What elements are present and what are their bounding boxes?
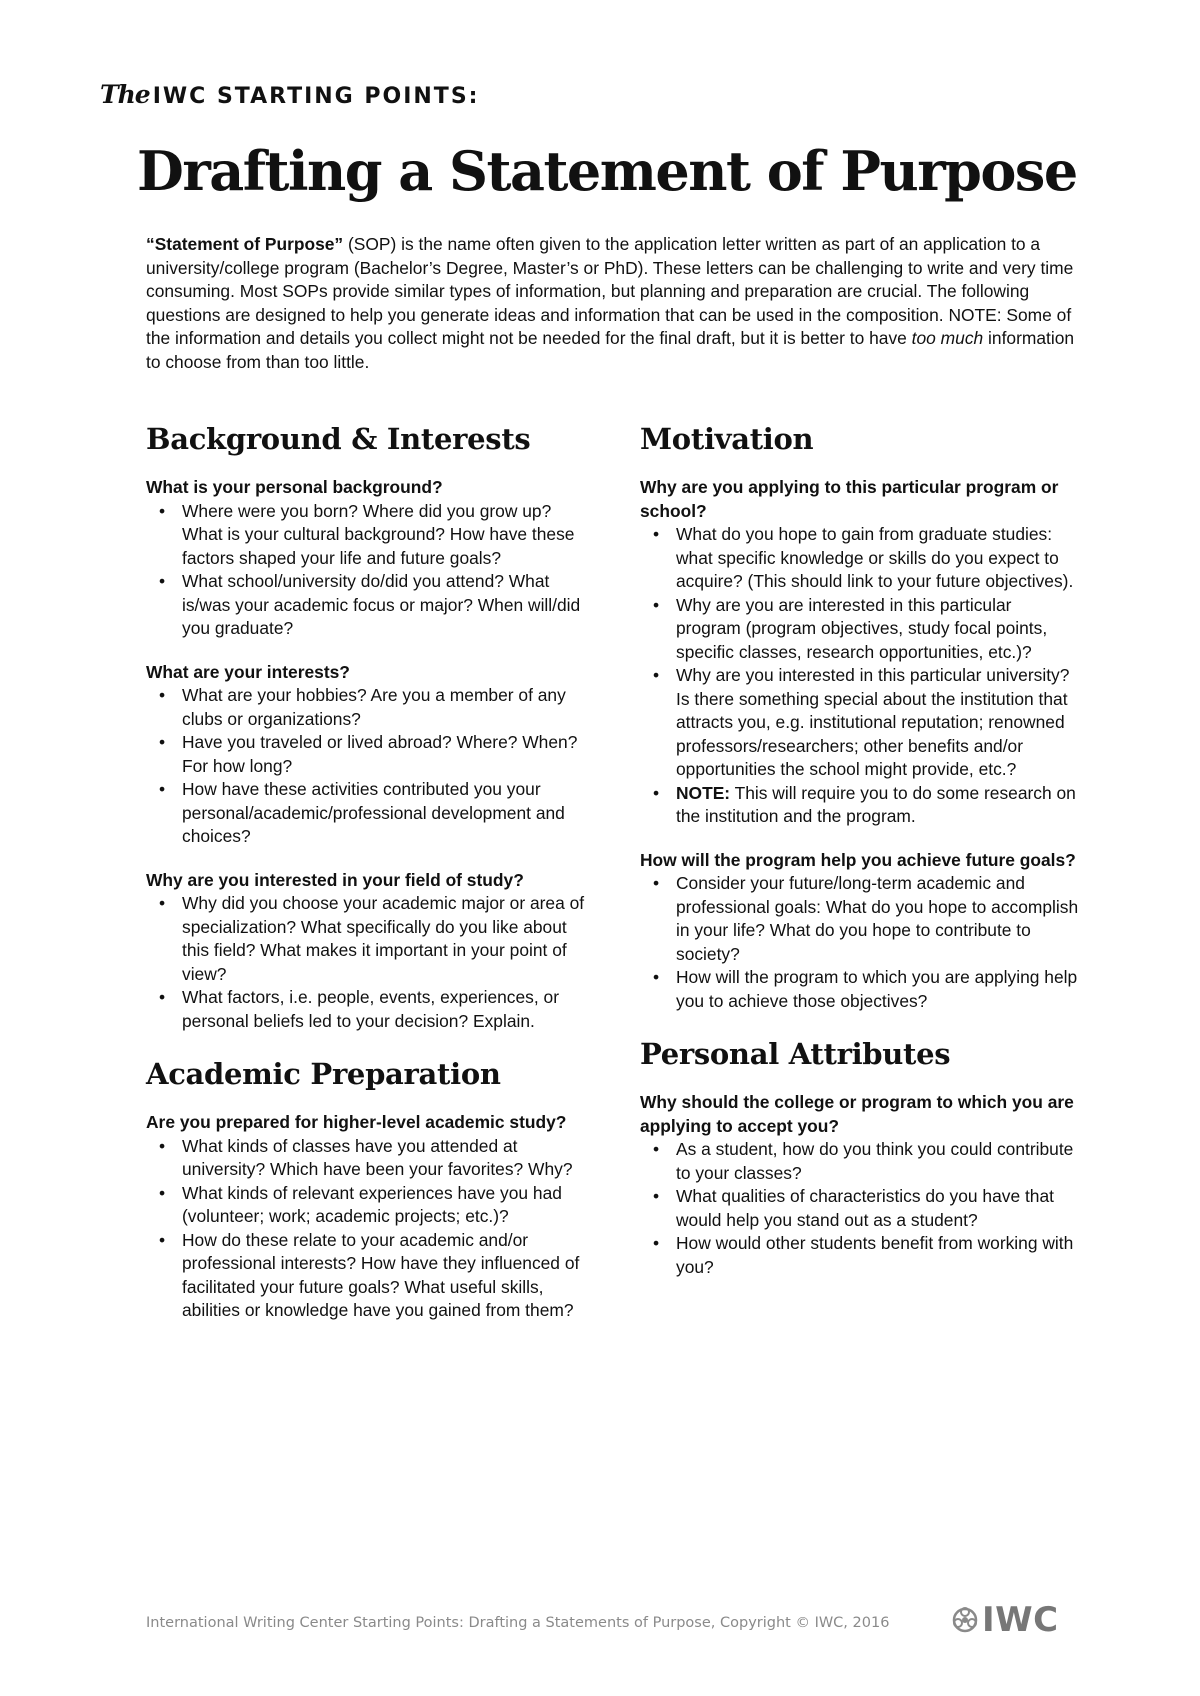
intro-text-1: (SOP) is the name often given to the application letter written as part of an application to a university/college program (Bachelor’s Degree, Master’s or PhD). These letters can be challenging to write and very time consuming. Most SOPs provide similar types of information, but planning and preparation are crucial. The following questions are designed to help you generate ideas and information that can be used in the composition. NOTE: Some of the information and details you collect might not be needed for the final draft, but it is better to have bbox=[146, 234, 1074, 348]
question-heading: Why are you applying to this particular program or school? bbox=[640, 477, 1059, 521]
question-heading: How will the program help you achieve future goals? bbox=[640, 849, 1076, 870]
bullet-item: • What kinds of relevant experiences have you had (volunteer; work; academic projects; etc.)? bbox=[146, 1182, 586, 1229]
intro-emphasis: too much bbox=[911, 328, 984, 348]
bullet-item: • How would other students benefit from working with you? bbox=[640, 1232, 1080, 1279]
iwc-logo bbox=[950, 1600, 1059, 1640]
question-group bbox=[640, 849, 1080, 1014]
bullet-item: • Where were you born? Where did you grow up? What is your cultural background? How have these factors shaped your life and future goals? bbox=[146, 500, 586, 571]
bullet-list bbox=[146, 1135, 586, 1323]
section-academic bbox=[146, 1055, 586, 1323]
bullet-list bbox=[146, 892, 586, 1033]
question-group bbox=[640, 1091, 1080, 1279]
bullet-list bbox=[640, 872, 1080, 1013]
intro-text-2: information to choose from than too little. bbox=[146, 328, 1075, 372]
series-label bbox=[100, 80, 479, 109]
bullet-item: • How have these activities contributed you your personal/academic/professional development and choices? bbox=[146, 778, 586, 849]
question-heading: Why are you interested in your field of study? bbox=[146, 869, 524, 890]
section-heading-motivation: Motivation bbox=[640, 422, 814, 456]
bullet-item: • As a student, how do you think you could contribute to your classes? bbox=[640, 1138, 1080, 1185]
footer-copyright: International Writing Center Starting Points: Drafting a Statements of Purpose, Copyright © IWC, 2016 bbox=[146, 1615, 890, 1631]
intro-term: “Statement of Purpose” bbox=[146, 234, 344, 254]
question-group bbox=[146, 869, 586, 1034]
question-heading: What is your personal background? bbox=[146, 477, 443, 497]
bullet-item: • What kinds of classes have you attended at university? Which have been your favorites? Why? bbox=[146, 1135, 586, 1182]
page-title: Drafting a Statement of Purpose bbox=[137, 139, 1077, 203]
bullet-item: • Consider your future/long-term academic and professional goals: What do you hope to accomplish in your life? What do you hope to contribute to society? bbox=[640, 872, 1080, 966]
section-attributes bbox=[640, 1035, 1080, 1279]
bullet-item: • What factors, i.e. people, events, experiences, or personal beliefs led to your decision? Explain. bbox=[146, 986, 586, 1033]
logo-text: IWC bbox=[982, 1600, 1059, 1640]
question-group bbox=[146, 661, 586, 849]
bullet-item: • What school/university do/did you attend? What is/was your academic focus or major? When will/did you graduate? bbox=[146, 570, 586, 641]
section-heading-background: Background & Interests bbox=[146, 422, 531, 456]
left-column bbox=[146, 420, 586, 1345]
series-title: IWC STARTING POINTS: bbox=[152, 84, 480, 109]
bullet-item: • How will the program to which you are applying help you to achieve those objectives? bbox=[640, 966, 1080, 1013]
question-heading: What are your interests? bbox=[146, 661, 350, 682]
bullet-item: • What are your hobbies? Are you a member of any clubs or organizations? bbox=[146, 684, 586, 731]
bullet-item: • What qualities of characteristics do you have that would help you stand out as a student? bbox=[640, 1185, 1080, 1232]
bullet-item: • Why are you interested in this particular university? Is there something special about the institution that attracts you, e.g. institutional reputation; renowned professors/researchers; other benefits and/or opportunities the school might provide, etc.? bbox=[640, 664, 1080, 782]
question-heading: Are you prepared for higher-level academic study? bbox=[146, 1112, 567, 1132]
the-wordmark: The bbox=[100, 80, 150, 109]
bullet-list bbox=[146, 684, 586, 849]
bullet-item-note bbox=[640, 782, 1080, 829]
question-group bbox=[146, 1111, 586, 1323]
bullet-list bbox=[640, 1138, 1080, 1279]
section-heading-attributes: Personal Attributes bbox=[640, 1037, 951, 1071]
bullet-item: • Have you traveled or lived abroad? Where? When? For how long? bbox=[146, 731, 586, 778]
right-column bbox=[640, 420, 1080, 1301]
note-label: NOTE: bbox=[676, 782, 731, 803]
note-text: This will require you to do some research on the institution and the program. bbox=[676, 782, 1076, 826]
bullet-list bbox=[640, 523, 1080, 829]
section-heading-academic: Academic Preparation bbox=[146, 1057, 501, 1091]
section-motivation bbox=[640, 420, 1080, 1013]
question-group bbox=[146, 476, 586, 641]
bullet-item: • Why did you choose your academic major or area of specialization? What specifically do you like about this field? What makes it important in your point of view? bbox=[146, 892, 586, 986]
section-background bbox=[146, 420, 586, 1033]
question-group bbox=[640, 476, 1080, 829]
question-heading: Why should the college or program to which you are applying to accept you? bbox=[640, 1092, 1074, 1136]
intro-paragraph bbox=[146, 233, 1076, 374]
bullet-item: • What do you hope to gain from graduate studies: what specific knowledge or skills do you expect to acquire? (This should link to your future objectives). bbox=[640, 523, 1080, 594]
bullet-list bbox=[146, 500, 586, 641]
iwc-emblem-icon bbox=[950, 1605, 980, 1635]
bullet-item: • How do these relate to your academic and/or professional interests? How have they influenced of facilitated your future goals? What useful skills, abilities or knowledge have you gained from them? bbox=[146, 1229, 586, 1323]
bullet-item: • Why are you are interested in this particular program (program objectives, study focal points, specific classes, research opportunities, etc.)? bbox=[640, 594, 1080, 665]
